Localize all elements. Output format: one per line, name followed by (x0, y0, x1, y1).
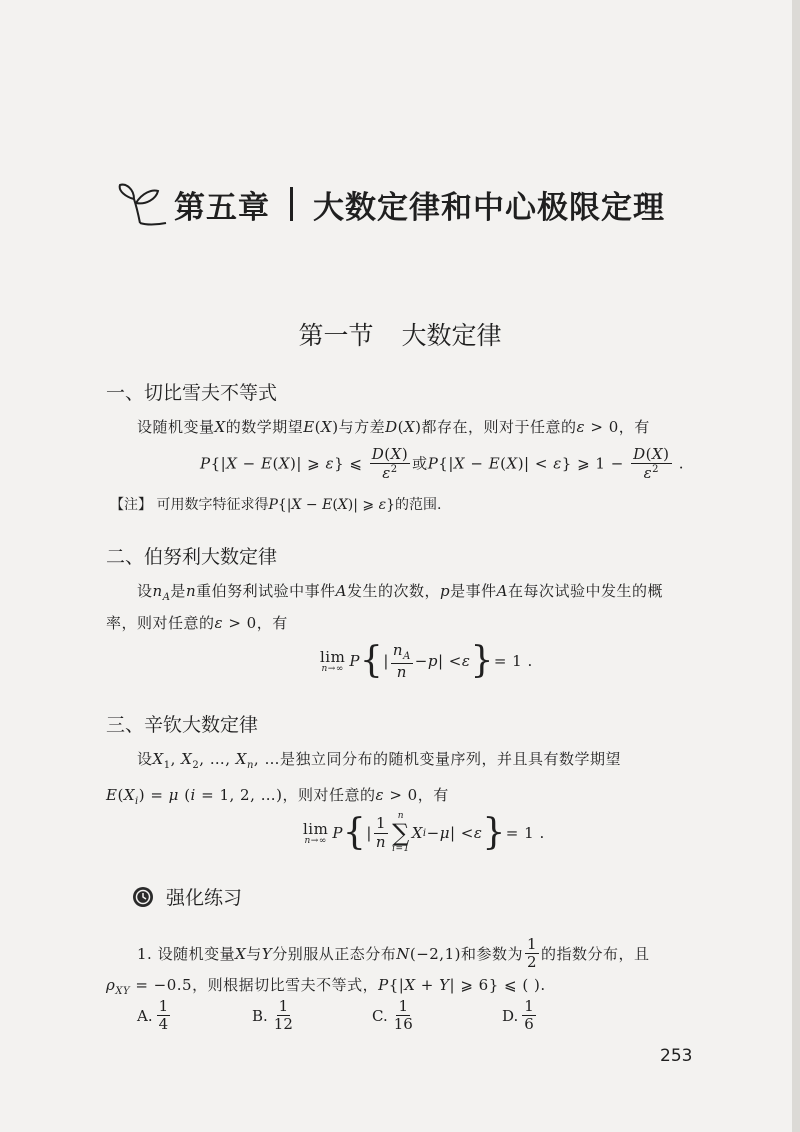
option-a[interactable]: A. $\frac{1}{4}$ (137, 997, 169, 1034)
khinchin-line1: 设$X_1$, $X_2$, …, $X_n$, …是独立同分布的随机变量序列，并且具有数学期望 (137, 750, 621, 771)
exercise-label: 强化练习 (166, 887, 243, 909)
sprout-icon (112, 179, 168, 229)
option-b[interactable]: B. $\frac{1}{12}$ (252, 997, 293, 1034)
khinchin-line2: $E(X_i) = \mu$ (i = 1, 2, …)，则对任意的ε > 0，有 (106, 786, 449, 807)
section-title (0, 316, 800, 352)
bernoulli-line1: 设$n_A$是n重伯努利试验中事件A发生的次数，p是事件A在每次试验中发生的概 (137, 582, 663, 603)
chapter-title: 大数定律和中心极限定理 (313, 189, 665, 226)
exercise-heading (132, 883, 242, 910)
question-1-line1: 1. 设随机变量 X 与 Y 分别服从正态分布 N (−2,1) 和参数为 $\frac{1}{2}$ 的指数分布，且 (137, 935, 650, 972)
heading-bernoulli: 二、伯努利大数定律 (106, 546, 278, 568)
chapter-number: 第五章 (174, 189, 270, 226)
chapter-heading (112, 164, 665, 244)
page-edge (792, 0, 800, 1132)
khinchin-formula: lim n→∞ P { | $\frac{1}{n}$ n ∑ i=1 X i − μ | < ε } = 1 . (303, 811, 545, 854)
option-c[interactable]: C. $\frac{1}{16}$ (372, 997, 413, 1034)
heading-khinchin: 三、辛钦大数定律 (106, 714, 259, 736)
section-label: 第一节 (298, 321, 374, 350)
bernoulli-line2: 率，则对任意的ε > 0，有 (106, 614, 288, 632)
question-1-line2: $\rho_{XY} = -0.5$，则根据切比雪夫不等式，P{|X + Y| ⩾ 6} ⩽ ( ). (106, 976, 546, 997)
chebyshev-note: 【注】 可用数字特征求得P{|X − E(X)| ⩾ ε}的范围. (110, 497, 442, 513)
chebyshev-intro: 设随机变量X的数学期望E(X)与方差D(X)都存在，则对于任意的ε > 0，有 (137, 418, 650, 436)
chapter-divider (290, 187, 293, 221)
section-name: 大数定律 (401, 321, 502, 350)
page-number: 253 (660, 1046, 693, 1066)
chebyshev-inequality: P{|X − E(X)| ⩾ ε} ⩽ $\frac{D(X)}{\varepsilon^2}$ 或P{|X − E(X)| < ε} ⩾ 1 − $\frac{D(X)}{\varepsilon^2}$ . (200, 445, 685, 483)
clock-icon (132, 886, 154, 908)
option-d[interactable]: D. $\frac{1}{6}$ (502, 997, 534, 1034)
heading-chebyshev: 一、切比雪夫不等式 (106, 382, 278, 404)
bernoulli-formula: lim n→∞ P { | $\frac{n_A}{n}$ − p | < ε } = 1 . (320, 640, 533, 682)
